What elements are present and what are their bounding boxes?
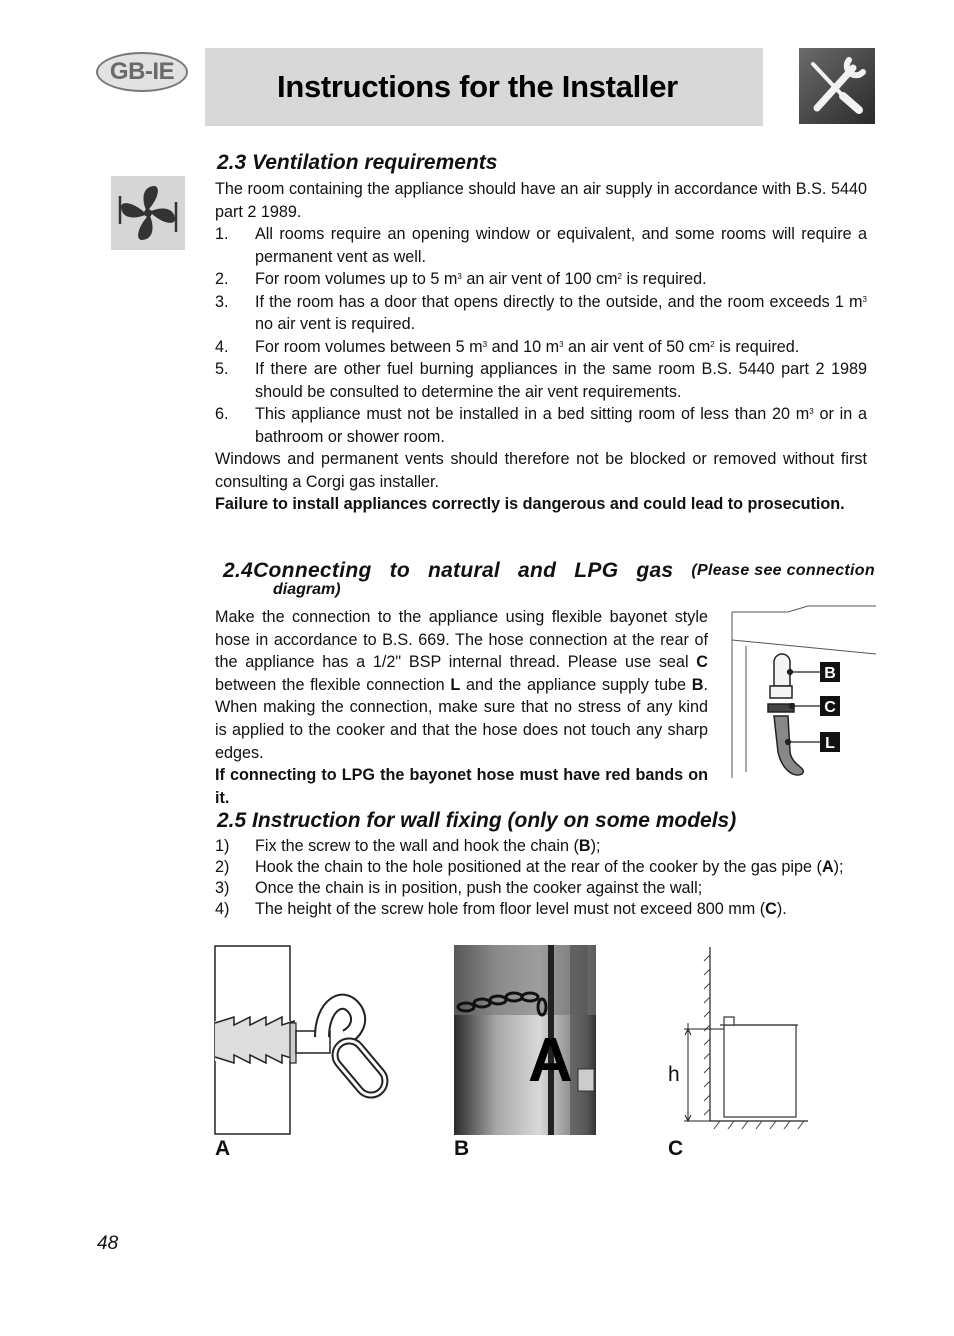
ventilation-heading: 2.3 Ventilation requirements: [217, 151, 498, 174]
list-item: 4. For room volumes between 5 $m^3$ and 10 $m^3$ an air vent of 50 $cm^2$ is required.: [215, 337, 800, 356]
list-item: 4) The height of the screw hole from floor level must not exceed 800 mm (C).: [215, 900, 787, 918]
figure-c-height: [664, 945, 812, 1135]
region-badge: GB-IE: [96, 52, 188, 92]
wall-heading: 2.5 Instruction for wall fixing (only on some models): [217, 809, 737, 832]
heading-word: gas: [636, 559, 674, 582]
wall-fixing-section: [215, 808, 867, 920]
list-item: 1. All rooms require an opening window or equivalent, and some rooms will require a permanent vent as well.: [215, 225, 867, 266]
gas-paragraph: Make the connection to the appliance using flexible bayonet style hose in accordance to B.S. 669. The hose connection at the rear of the appliance has a 1/2" BSP internal thread. Please use seal C between the flexible connection L and the appliance supply tube B. When making the connection, make sure that no stress of any kind is applied to the cooker and that the hose does not touch any sharp edges.: [215, 608, 708, 762]
page-header: [205, 48, 763, 126]
page-title: Instructions for the Installer: [277, 69, 678, 104]
windows-note: Windows and permanent vents should therefore not be blocked or removed without first consulting a Corgi gas installer.: [215, 450, 867, 491]
list-item: 6. This appliance must not be installed in a bed sitting room of less than 20 $m^3$ or in a bathroom or shower room.: [215, 405, 867, 446]
wall-list: [215, 836, 867, 920]
figure-b-photo: [454, 945, 596, 1135]
ventilation-intro: The room containing the appliance should have an air supply in accordance with B.S. 5440 part 2 1989.: [215, 180, 867, 221]
list-item: 3) Once the chain is in position, push the cooker against the wall;: [215, 879, 703, 897]
figure-label-a: A: [215, 1137, 231, 1160]
gas-instructions: [215, 606, 708, 809]
connection-diagram: [728, 602, 876, 782]
heading-word: and: [518, 559, 557, 582]
wrench-screwdriver-icon: [799, 48, 875, 124]
photo-letter-a: A: [528, 1026, 573, 1095]
figure-label-c: C: [668, 1137, 684, 1160]
ventilation-section: [215, 150, 867, 516]
warning-text: Failure to install appliances correctly is dangerous and could lead to prosecution.: [215, 495, 845, 513]
lpg-note: If connecting to LPG the bayonet hose must have red bands on it.: [215, 766, 708, 807]
heading-word: natural: [427, 559, 501, 582]
list-item: 2. For room volumes up to 5 $m^3$ an air vent of 100 $cm^2$ is required.: [215, 270, 707, 288]
heading-word: LPG: [574, 559, 619, 582]
diagram-label-c: C: [824, 699, 836, 716]
heading-note: (Please see connection: [691, 562, 875, 579]
heading-word: to: [389, 559, 410, 582]
page-number: 48: [97, 1233, 119, 1254]
figure-a-screw: [214, 945, 394, 1137]
gas-section-heading: [223, 558, 875, 600]
figure-label-b: B: [454, 1137, 470, 1160]
diagram-label-b: B: [824, 665, 836, 682]
fan-icon: [111, 176, 185, 250]
list-item: 5. If there are other fuel burning appliances in the same room B.S. 5440 part 2 1989 should be consulted to determine the air vent requirements.: [215, 360, 867, 401]
diagram-label-l: L: [825, 735, 835, 752]
list-item: 1) Fix the screw to the wall and hook the chain (B);: [215, 837, 601, 855]
heading-note-cont: diagram): [273, 581, 341, 598]
ventilation-list: [215, 223, 867, 448]
height-label: h: [668, 1063, 680, 1086]
list-item: 3. If the room has a door that opens directly to the outside, and the room exceeds 1 $m^3$ no air vent is required.: [215, 292, 867, 333]
list-item: 2) Hook the chain to the hole positioned at the rear of the cooker by the gas pipe (A);: [215, 858, 844, 876]
heading-word: 2.4Connecting: [223, 559, 372, 582]
